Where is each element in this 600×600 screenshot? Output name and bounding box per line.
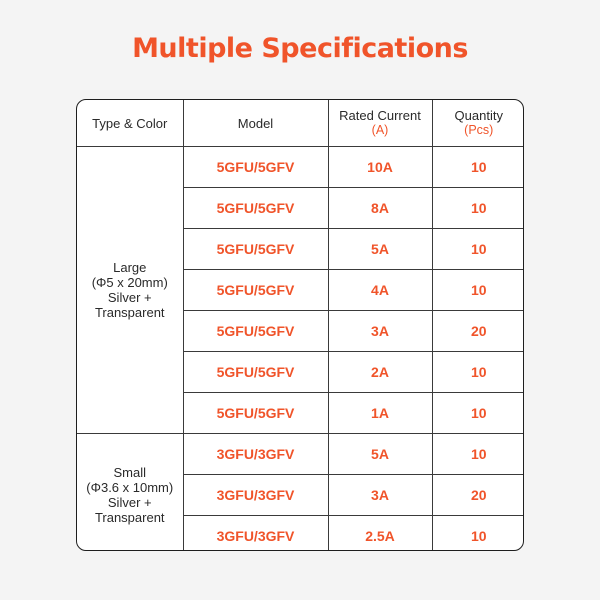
rated-current-cell: 8A xyxy=(328,188,432,229)
rated-current-cell: 2A xyxy=(328,352,432,393)
rated-current-cell: 2.5A xyxy=(328,516,432,552)
model-cell: 3GFU/3GFV xyxy=(183,516,328,552)
header-row xyxy=(77,100,524,147)
rated-current-cell: 5A xyxy=(328,229,432,270)
rated-current-cell: 10A xyxy=(328,147,432,188)
model-cell: 3GFU/3GFV xyxy=(183,434,328,475)
header-model: Model xyxy=(183,100,328,147)
header-quantity: Quantity (Pcs) xyxy=(432,100,524,147)
model-cell: 5GFU/5GFV xyxy=(183,352,328,393)
rated-current-cell: 4A xyxy=(328,270,432,311)
type-color-line: (Φ3.6 x 10mm) xyxy=(86,480,174,495)
model-cell: 5GFU/5GFV xyxy=(183,229,328,270)
rated-current-cell: 5A xyxy=(328,434,432,475)
type-color-line: Silver + xyxy=(107,495,152,510)
model-cell: 5GFU/5GFV xyxy=(183,270,328,311)
type-color-line: (Φ5 x 20mm) xyxy=(91,275,168,290)
rated-current-unit: (A) xyxy=(371,123,389,137)
type-color-line: Large xyxy=(113,260,147,275)
table-row xyxy=(77,434,524,475)
quantity-cell: 10 xyxy=(432,147,524,188)
model-cell: 5GFU/5GFV xyxy=(183,147,328,188)
type-color-line: Transparent xyxy=(94,305,165,320)
model-cell: 5GFU/5GFV xyxy=(183,311,328,352)
quantity-cell: 10 xyxy=(432,434,524,475)
quantity-cell: 10 xyxy=(432,188,524,229)
model-cell: 5GFU/5GFV xyxy=(183,393,328,434)
spec-table xyxy=(77,100,524,551)
table-row xyxy=(77,147,524,188)
type-color-line: Small xyxy=(113,465,146,480)
quantity-cell: 10 xyxy=(432,516,524,552)
quantity-cell: 10 xyxy=(432,229,524,270)
quantity-cell: 10 xyxy=(432,352,524,393)
table-body xyxy=(77,147,524,552)
quantity-cell: 20 xyxy=(432,475,524,516)
header-type-color: Type & Color xyxy=(92,115,168,131)
rated-current-cell: 3A xyxy=(328,311,432,352)
header-rated-current: Rated Current (A) xyxy=(328,100,432,147)
type-color-line: Silver + xyxy=(107,290,152,305)
type-color-cell xyxy=(77,147,183,434)
rated-current-cell: 3A xyxy=(328,475,432,516)
quantity-cell: 10 xyxy=(432,393,524,434)
quantity-cell: 20 xyxy=(432,311,524,352)
type-color-cell xyxy=(77,434,183,552)
model-cell: 5GFU/5GFV xyxy=(183,188,328,229)
quantity-unit: (Pcs) xyxy=(464,123,494,137)
quantity-cell: 10 xyxy=(432,270,524,311)
specifications-table xyxy=(76,99,524,551)
model-cell: 3GFU/3GFV xyxy=(183,475,328,516)
rated-current-cell: 1A xyxy=(328,393,432,434)
type-color-line: Transparent xyxy=(94,510,165,525)
page-title: Multiple Specifications xyxy=(132,33,468,64)
